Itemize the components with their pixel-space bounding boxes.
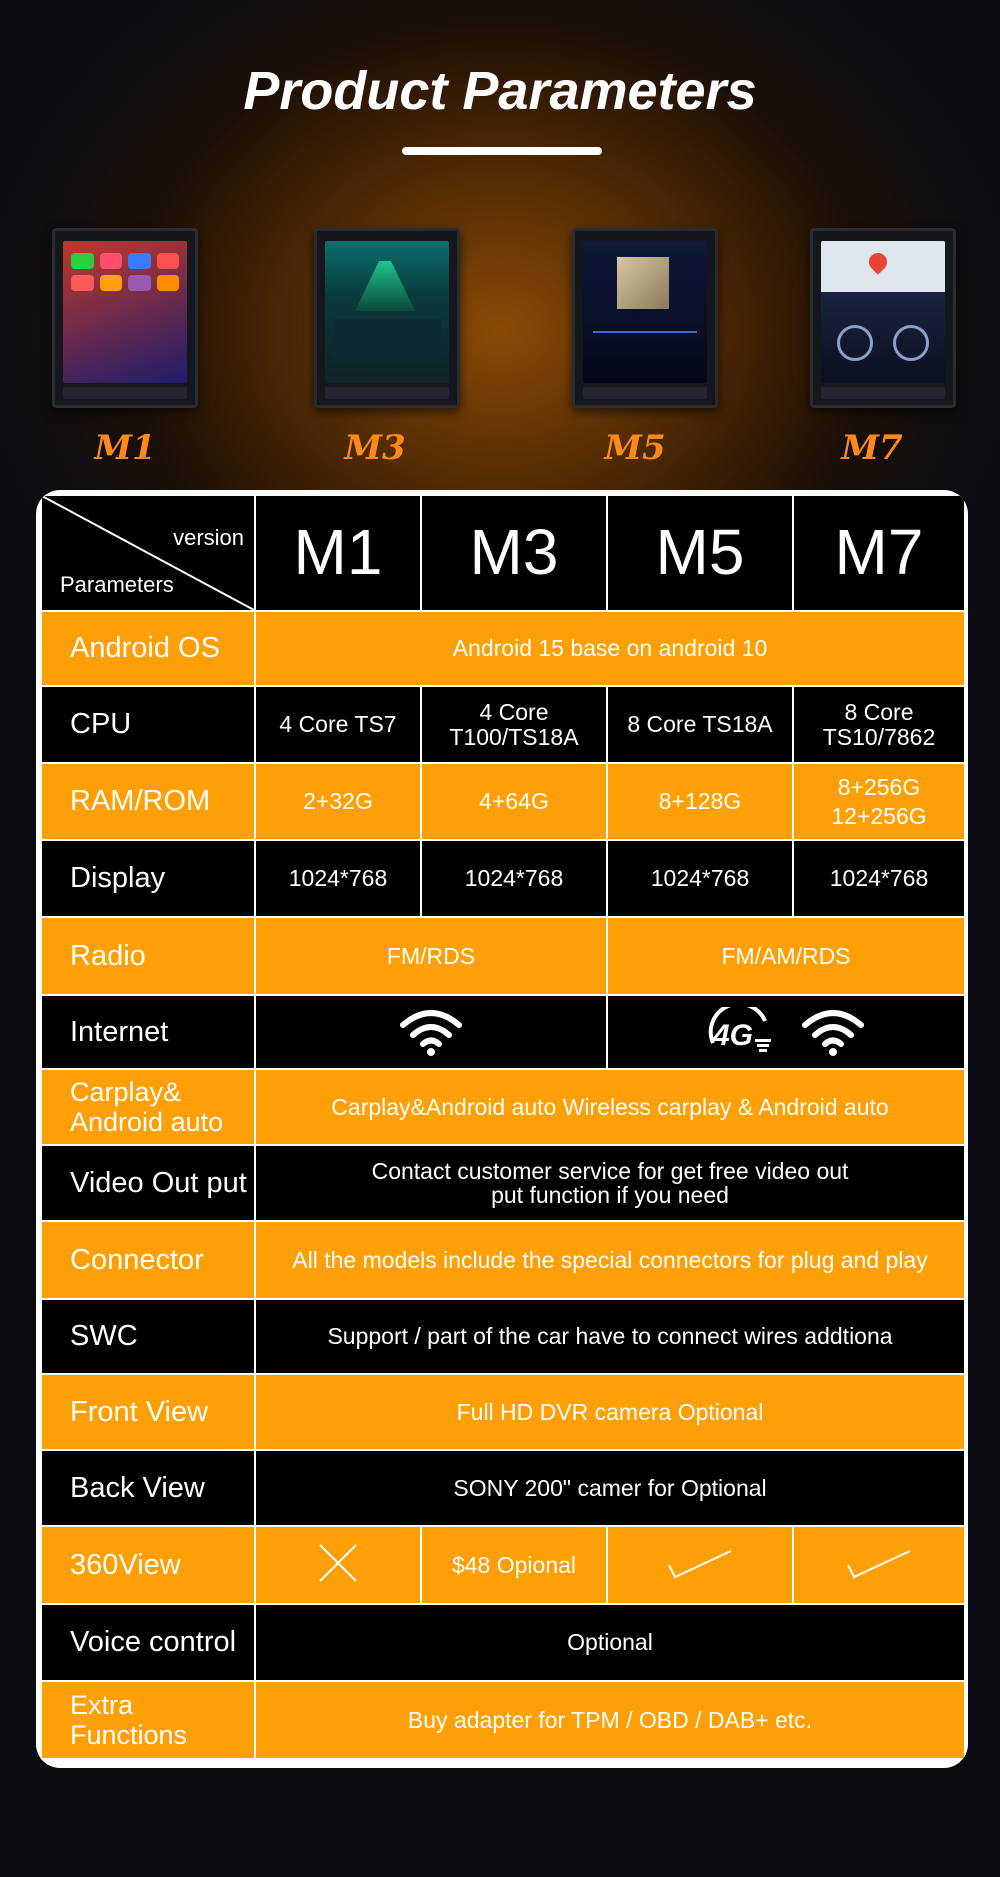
connector-value: All the models include the special connectors for plug and play xyxy=(255,1221,965,1299)
display-m1: 1024*768 xyxy=(255,840,421,917)
param-cpu: CPU xyxy=(41,686,255,763)
parameters-table-container xyxy=(36,490,968,1768)
param-connector: Connector xyxy=(41,1221,255,1299)
cross-icon xyxy=(316,1541,360,1585)
video-out-line1: Contact customer service for get free video out xyxy=(371,1157,849,1184)
param-radio: Radio xyxy=(41,917,255,995)
radio-m5-m7: FM/AM/RDS xyxy=(607,917,965,995)
ram-rom-m5: 8+128G xyxy=(607,763,793,840)
param-360-view: 360View xyxy=(41,1526,255,1604)
ram-rom-m1: 2+32G xyxy=(255,763,421,840)
title-underline xyxy=(402,147,602,155)
corner-cell xyxy=(41,495,255,611)
swc-value: Support / part of the car have to connect wires addtiona xyxy=(255,1299,965,1374)
param-voice-control: Voice control xyxy=(41,1604,255,1681)
cpu-m3-line2: T100/TS18A xyxy=(449,723,579,750)
param-carplay xyxy=(41,1069,255,1145)
front-view-value: Full HD DVR camera Optional xyxy=(255,1374,965,1450)
table-row xyxy=(41,1450,965,1526)
cpu-m1: 4 Core TS7 xyxy=(255,686,421,763)
table-row xyxy=(41,611,965,686)
cpu-m3 xyxy=(421,686,607,763)
ram-rom-m7-line2: 12+256G xyxy=(831,802,927,829)
table-header-row xyxy=(41,495,965,611)
product-image-m1 xyxy=(50,228,200,408)
param-extra-functions xyxy=(41,1681,255,1759)
extra-functions-value: Buy adapter for TPM / OBD / DAB+ etc. xyxy=(255,1681,965,1759)
back-view-value: SONY 200" camer for Optional xyxy=(255,1450,965,1526)
internet-m1-m3 xyxy=(255,995,607,1069)
param-front-view: Front View xyxy=(41,1374,255,1450)
table-row xyxy=(41,1069,965,1145)
wifi-icon xyxy=(801,1007,865,1057)
internet-m5-m7 xyxy=(607,995,965,1069)
product-image-m3 xyxy=(312,228,462,408)
product-label-m7: M7 xyxy=(841,428,903,468)
table-row xyxy=(41,1145,965,1221)
table-row xyxy=(41,1221,965,1299)
product-image-m5 xyxy=(570,228,720,408)
product-image-m7 xyxy=(808,228,958,408)
parameters-table xyxy=(40,494,966,1760)
page-title: Product Parameters xyxy=(243,61,757,121)
table-row xyxy=(41,686,965,763)
table-row xyxy=(41,995,965,1069)
product-label-m3: M3 xyxy=(344,428,406,468)
carplay-value: Carplay&Android auto Wireless carplay & Android auto xyxy=(255,1069,965,1145)
param-back-view: Back View xyxy=(41,1450,255,1526)
view-360-m1 xyxy=(255,1526,421,1604)
display-m3: 1024*768 xyxy=(421,840,607,917)
cpu-m7 xyxy=(793,686,965,763)
display-m5: 1024*768 xyxy=(607,840,793,917)
table-row xyxy=(41,1299,965,1374)
check-icon xyxy=(665,1543,735,1583)
android-os-value: Android 15 base on android 10 xyxy=(255,611,965,686)
product-label-m5: M5 xyxy=(604,428,666,468)
video-out-line2: put function if you need xyxy=(491,1182,729,1208)
wifi-icon xyxy=(399,1007,463,1057)
param-extra-line1: Extra xyxy=(70,1689,134,1720)
param-video-out: Video Out put xyxy=(41,1145,255,1221)
table-row xyxy=(41,1374,965,1450)
param-android-os: Android OS xyxy=(41,611,255,686)
corner-parameters-label: Parameters xyxy=(60,571,174,597)
table-row xyxy=(41,840,965,917)
model-header-m1: M1 xyxy=(255,495,421,611)
cpu-m5: 8 Core TS18A xyxy=(607,686,793,763)
param-display: Display xyxy=(41,840,255,917)
cpu-m7-line1: 8 Core xyxy=(844,699,914,726)
cpu-m7-line2: TS10/7862 xyxy=(822,723,936,750)
cpu-m3-line1: 4 Core xyxy=(479,699,549,726)
param-internet: Internet xyxy=(41,995,255,1069)
display-m7: 1024*768 xyxy=(793,840,965,917)
voice-control-value: Optional xyxy=(255,1604,965,1681)
param-ram-rom: RAM/ROM xyxy=(41,763,255,840)
param-swc: SWC xyxy=(41,1299,255,1374)
param-carplay-line1: Carplay& xyxy=(70,1076,182,1107)
video-out-value xyxy=(255,1145,965,1221)
4g-icon xyxy=(707,1007,777,1057)
ram-rom-m3: 4+64G xyxy=(421,763,607,840)
check-icon xyxy=(844,1543,914,1583)
view-360-m7 xyxy=(793,1526,965,1604)
corner-version-label: version xyxy=(173,525,244,550)
model-header-m3: M3 xyxy=(421,495,607,611)
view-360-m3: $48 Opional xyxy=(421,1526,607,1604)
model-header-m7: M7 xyxy=(793,495,965,611)
view-360-m5 xyxy=(607,1526,793,1604)
model-header-m5: M5 xyxy=(607,495,793,611)
param-carplay-line2: Android auto xyxy=(70,1107,224,1137)
table-row xyxy=(41,1526,965,1604)
product-label-m1: M1 xyxy=(94,428,156,468)
table-row xyxy=(41,763,965,840)
table-row xyxy=(41,1604,965,1681)
param-extra-line2: Functions xyxy=(70,1720,188,1750)
table-row xyxy=(41,917,965,995)
ram-rom-m7 xyxy=(793,763,965,840)
ram-rom-m7-line1: 8+256G xyxy=(837,774,921,801)
radio-m1-m3: FM/RDS xyxy=(255,917,607,995)
table-row xyxy=(41,1681,965,1759)
svg-text:4G: 4G xyxy=(712,1019,753,1052)
